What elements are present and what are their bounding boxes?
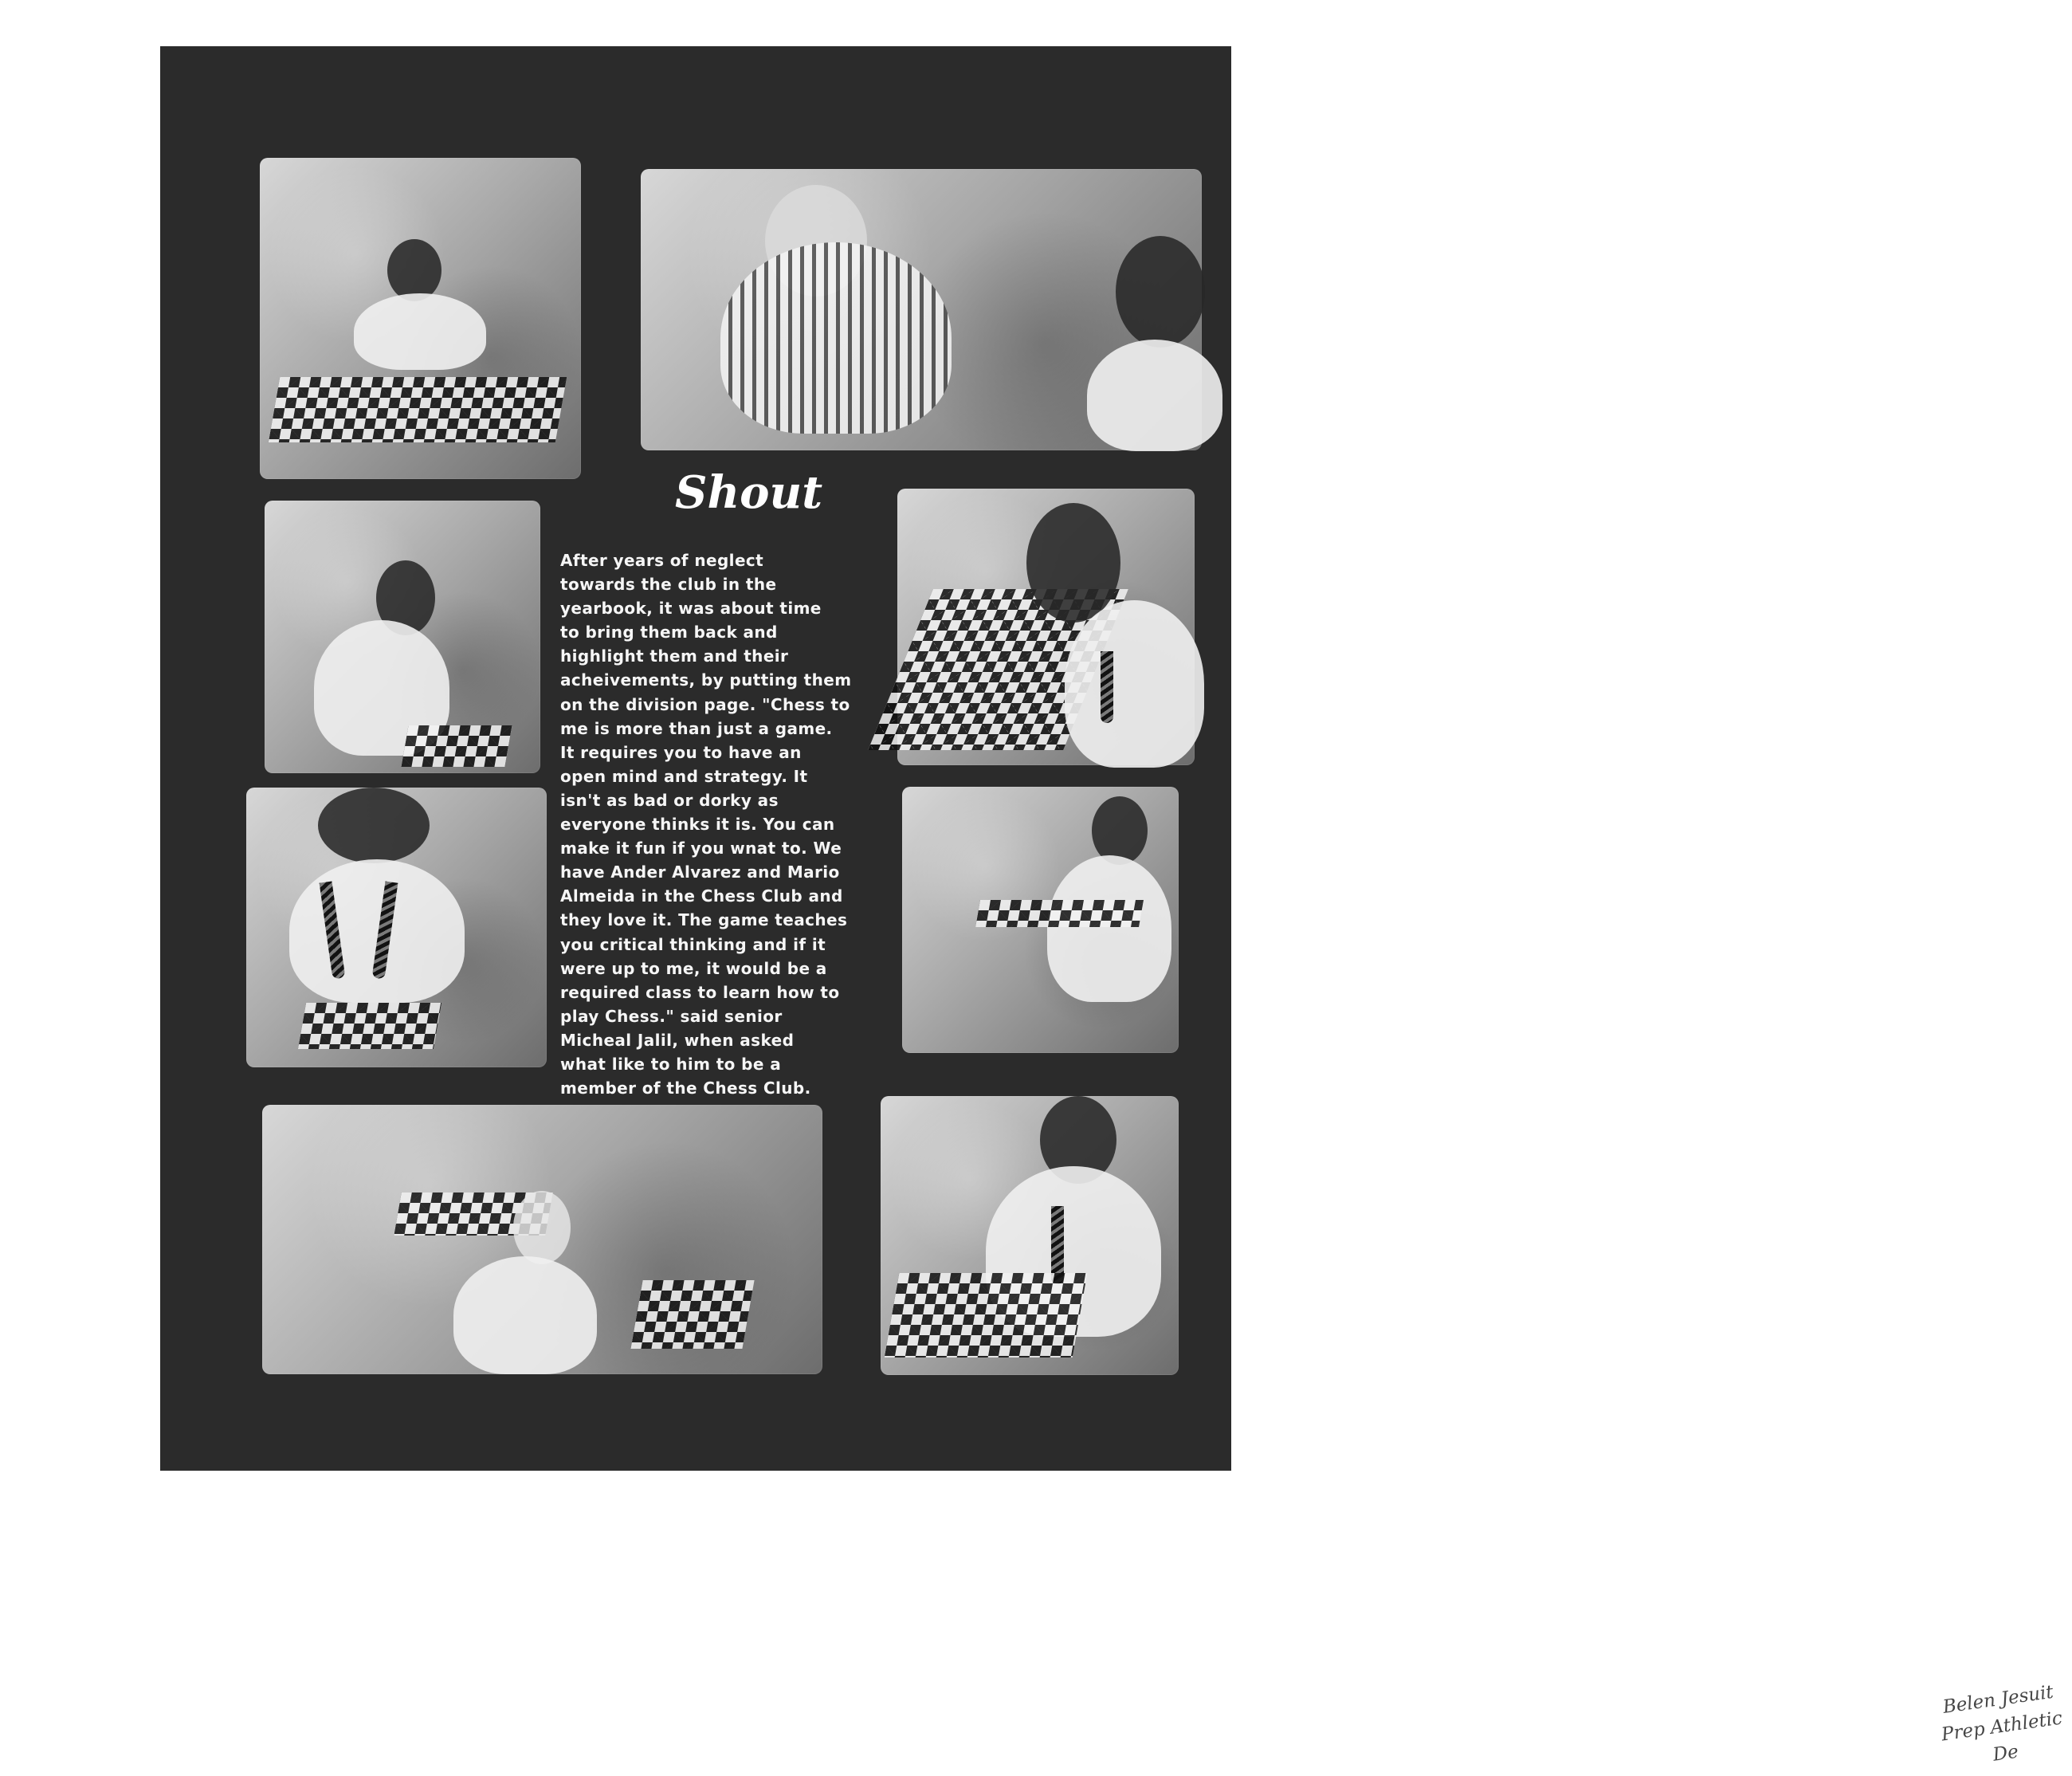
photo-chess-club-boy-standing bbox=[902, 787, 2064, 1766]
student-head bbox=[1026, 503, 1120, 623]
shirt-print: Belen Jesuit Prep Athletic De bbox=[1940, 1681, 2064, 1766]
student-shirt bbox=[289, 859, 465, 1003]
chess-board bbox=[298, 1003, 441, 1049]
photo-student-with-striped-tie bbox=[246, 788, 547, 1067]
photo-student-thinking-second bbox=[881, 1096, 1179, 1375]
page-title: Shout bbox=[675, 466, 823, 519]
photo-boy-playing-chess bbox=[260, 158, 581, 479]
student-shirt bbox=[1065, 600, 1204, 768]
player-torso bbox=[354, 293, 486, 370]
photo-older-man-playing-chess bbox=[641, 169, 1202, 450]
chess-board bbox=[975, 900, 1144, 927]
photo-student-thinking bbox=[265, 501, 540, 773]
student-head bbox=[1116, 236, 1205, 348]
smiling-student-shirt bbox=[453, 1256, 597, 1374]
player-head bbox=[387, 239, 441, 301]
smiling-student-head bbox=[513, 1191, 571, 1264]
chess-board bbox=[269, 377, 567, 442]
striped-tie bbox=[1101, 651, 1113, 723]
chess-board bbox=[401, 725, 512, 767]
chess-board-foreground bbox=[630, 1280, 754, 1349]
standing-boy-shirt bbox=[1047, 855, 1171, 1002]
chess-board bbox=[885, 1273, 1088, 1358]
older-man-shirt bbox=[720, 242, 952, 434]
photo-group-playing-chess bbox=[262, 1105, 822, 1374]
article-text: After years of neglect towards the club in the yearbook, it was about time to bring them back and highlight them and their acheivements, by putting them on the division page. "Chess to me is more than just a game. It requires you to have an open mind and strategy. It isn't as bad or dorky as everyone thinks it is. You can make it fun if you wnat to. We have Ander Alvarez and Mario Almeida in the Chess Club and they love it. The game teaches you critical thinking and if it were up to me, it would be a required class to learn how to play Chess." said senior Micheal Jalil, when asked what like to him to be a member of the Chess Club. bbox=[560, 551, 852, 1098]
photo-student-smiling bbox=[897, 489, 1195, 765]
student-head bbox=[318, 788, 430, 863]
standing-boy-head bbox=[1092, 796, 1148, 865]
student-shirt bbox=[1087, 340, 1222, 451]
